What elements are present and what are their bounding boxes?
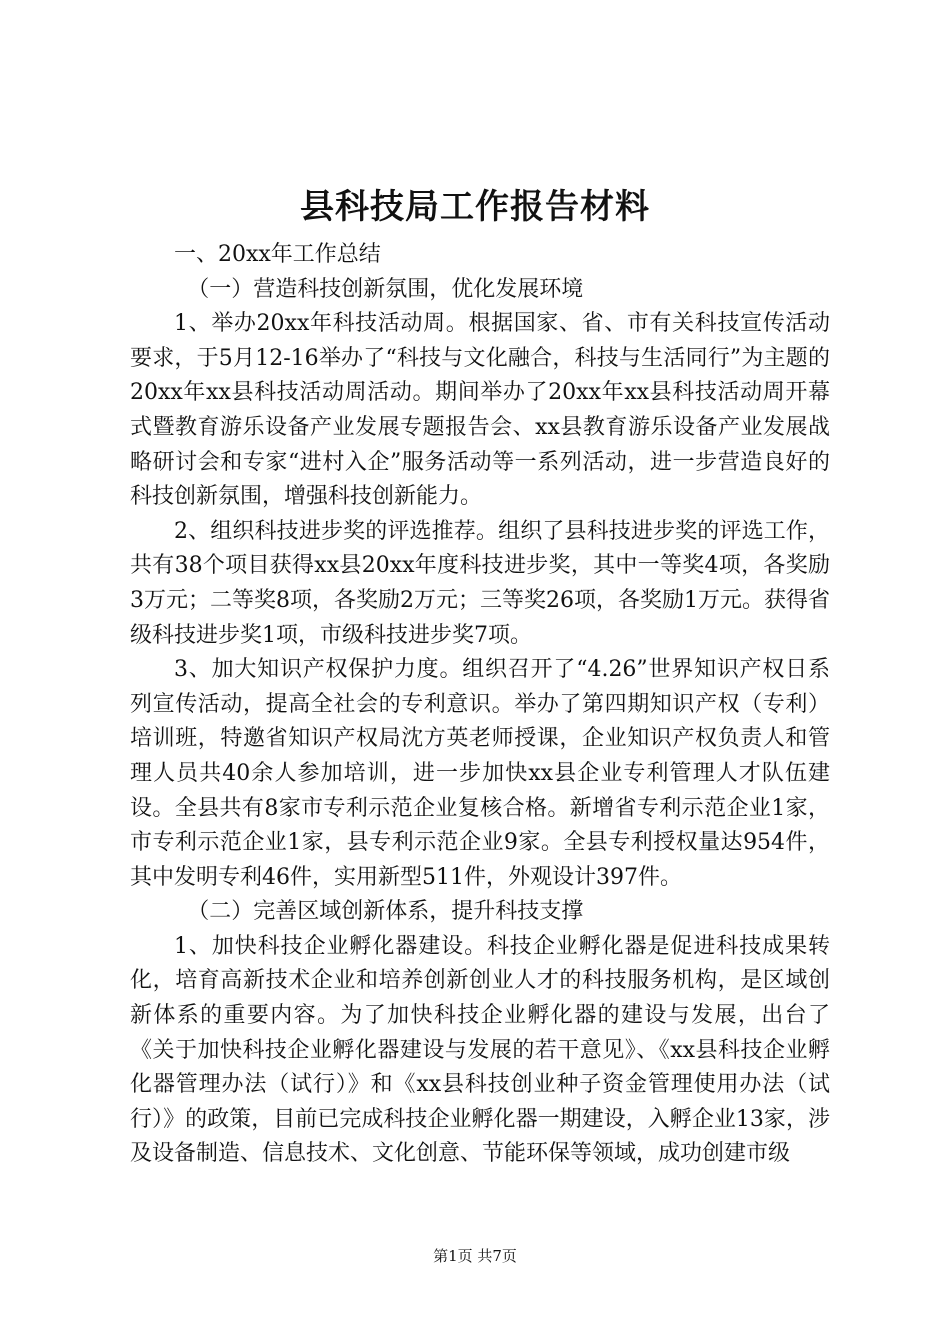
body-paragraph: 1、加快科技企业孵化器建设。科技企业孵化器是促进科技成果转化，培育高新技术企业和培养创新创业人才的科技服务机构，是区域创新体系的重要内容。为了加快科技企业孵化器的建设与发展，出台了《关于加快科技企业孵化器建设与发展的若干意见》、《xx县科技企业孵化器管理办法（试行）》和《xx县科技创业种子资金管理使用办法（试行）》的政策，目前已完成科技企业孵化器一期建设，入孵企业13家，涉及设备制造、信息技术、文化创意、节能环保等领域，成功创建市级 [130, 933, 830, 1167]
document-body [130, 238, 830, 1172]
body-paragraph: 1、举办20xx年科技活动周。根据国家、省、市有关科技宣传活动要求，于5月12-16举办了“科技与文化融合，科技与生活同行”为主题的20xx年xx县科技活动周活动。期间举办了20xx年xx县科技活动周开幕式暨教育游乐设备产业发展专题报告会、xx县教育游乐设备产业发展战略研讨会和专家“进村入企”服务活动等一系列活动，进一步营造良好的科技创新氛围，增强科技创新能力。 [130, 311, 830, 510]
body-paragraph: 3、加大知识产权保护力度。组织召开了“4.26”世界知识产权日系列宣传活动，提高全社会的专利意识。举办了第四期知识产权（专利）培训班，特邀省知识产权局沈方英老师授课，企业知识产权负责人和管理人员共40余人参加培训，进一步加快xx县企业专利管理人才队伍建设。全县共有8家市专利示范企业复核合格。新增省专利示范企业1家，市专利示范企业1家，县专利示范企业9家。全县专利授权量达954件，其中发明专利46件，实用新型511件，外观设计397件。 [130, 657, 830, 890]
document-title: 县科技局工作报告材料 [300, 187, 650, 227]
subsection-heading: （一）营造科技创新氛围，优化发展环境 [187, 276, 584, 302]
subsection-heading: （二）完善区域创新体系，提升科技支撑 [187, 899, 584, 925]
page-number-footer: 第1页 共7页 [433, 1247, 517, 1265]
body-paragraph: 2、组织科技进步奖的评选推荐。组织了县科技进步奖的评选工作，共有38个项目获得xx县20xx年度科技进步奖，其中一等奖4项，各奖励3万元；二等奖8项，各奖励2万元；三等奖26项，各奖励1万元。获得省级科技进步奖1项，市级科技进步奖7项。 [130, 518, 830, 648]
section-heading: 一、20xx年工作总结 [174, 242, 381, 267]
